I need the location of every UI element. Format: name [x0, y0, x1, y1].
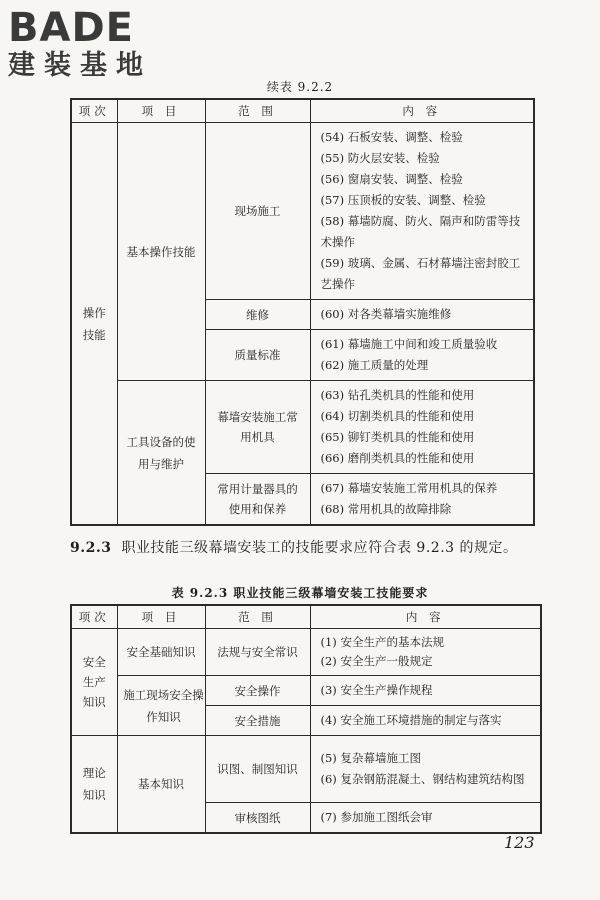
content-line: (65) 铆钉类机具的性能和使用: [320, 430, 475, 444]
header-index: 项次: [71, 605, 117, 629]
content-line: (61) 幕墙施工中间和竣工质量验收: [320, 337, 498, 351]
table-row: [71, 381, 534, 474]
content-line: (1) 安全生产的基本法规: [320, 635, 444, 649]
content-line: (2) 安全生产一般规定: [320, 654, 433, 668]
table-continuation-title: 续表 9.2.2: [266, 80, 334, 94]
content-line: (56) 窗扇安装、调整、检验: [320, 172, 463, 186]
content-cell: [310, 629, 541, 676]
content-line: (64) 切割类机具的性能和使用: [320, 409, 475, 423]
table-header-row: [71, 99, 534, 123]
table-row: [71, 123, 534, 300]
content-line: (5) 复杂幕墙施工图: [320, 751, 421, 765]
bade-logo: [8, 6, 188, 82]
category-cell: 安全生产知识: [71, 629, 117, 736]
content-line: (3) 安全生产操作规程: [320, 683, 433, 697]
content-line: (7) 参加施工图纸会审: [320, 810, 433, 824]
content-line: (57) 压顶板的安装、调整、检验: [320, 193, 486, 207]
logo-chinese-name: 建装基地: [8, 50, 152, 81]
content-cell: [310, 330, 534, 381]
table-header-row: [71, 605, 541, 629]
logo-wordmark: BADE: [8, 5, 134, 51]
item-cell: 施工现场安全操作知识: [117, 676, 205, 736]
content-line: (60) 对各类幕墙实施维修: [320, 307, 452, 321]
content-cell: [310, 300, 534, 330]
content-cell: [310, 676, 541, 706]
content-cell: [310, 381, 534, 474]
header-scope: 范 围: [205, 605, 310, 629]
skills-table-9-2-3: [70, 604, 542, 834]
content-line: (68) 常用机具的故障排除: [320, 502, 452, 516]
scope-cell: 识图、制图知识: [205, 736, 310, 803]
scope-cell: 审核图纸: [205, 803, 310, 834]
content-line: (54) 石板安装、调整、检验: [320, 130, 463, 144]
item-cell: 工具设备的使用与维护: [117, 381, 205, 526]
page-number: 123: [504, 833, 535, 852]
table-row: [71, 676, 541, 706]
scope-cell: 现场施工: [205, 123, 310, 300]
content-line: (58) 幕墙防腐、防火、隔声和防雷等技术操作: [320, 214, 521, 249]
item-cell: 基本操作技能: [117, 123, 205, 381]
scope-cell: 质量标准: [205, 330, 310, 381]
content-line: (59) 玻璃、金属、石材幕墙注密封胶工艺操作: [320, 256, 521, 291]
content-cell: [310, 474, 534, 526]
skills-table-continued: [70, 98, 535, 526]
scope-cell: 维修: [205, 300, 310, 330]
content-line: (67) 幕墙安装施工常用机具的保养: [320, 481, 498, 495]
clause-text: 职业技能三级幕墙安装工的技能要求应符合表 9.2.3 的规定。: [121, 540, 518, 556]
content-line: (66) 磨削类机具的性能和使用: [320, 451, 475, 465]
table-row: [71, 736, 541, 803]
scope-cell: 安全措施: [205, 706, 310, 736]
scope-cell: 安全操作: [205, 676, 310, 706]
clause-number: 9.2.3: [70, 540, 112, 556]
content-cell: [310, 736, 541, 803]
table-9-2-3-title: 表 9.2.3 职业技能三级幕墙安装工技能要求: [171, 586, 429, 600]
header-content: 内 容: [310, 605, 541, 629]
item-cell: 基本知识: [117, 736, 205, 834]
content-cell: [310, 706, 541, 736]
scope-cell: 幕墙安装施工常用机具: [205, 381, 310, 474]
item-cell: 安全基础知识: [117, 629, 205, 676]
content-line: (63) 钻孔类机具的性能和使用: [320, 388, 475, 402]
content-cell: [310, 803, 541, 834]
scope-cell: 常用计量器具的使用和保养: [205, 474, 310, 526]
category-cell: 操作技能: [71, 123, 117, 526]
content-line: (55) 防火层安装、检验: [320, 151, 440, 165]
table-row: [71, 629, 541, 676]
clause-9-2-3: [70, 536, 545, 560]
header-index: 项次: [71, 99, 117, 123]
category-cell: 理论知识: [71, 736, 117, 834]
content-line: (4) 安全施工环境措施的制定与落实: [320, 713, 502, 727]
content-line: (6) 复杂钢筋混凝土、钢结构建筑结构图: [320, 772, 525, 786]
header-item: 项 目: [117, 605, 205, 629]
content-cell: [310, 123, 534, 300]
scope-cell: 法规与安全常识: [205, 629, 310, 676]
header-item: 项 目: [117, 99, 205, 123]
content-line: (62) 施工质量的处理: [320, 358, 429, 372]
header-content: 内 容: [310, 99, 534, 123]
header-scope: 范 围: [205, 99, 310, 123]
